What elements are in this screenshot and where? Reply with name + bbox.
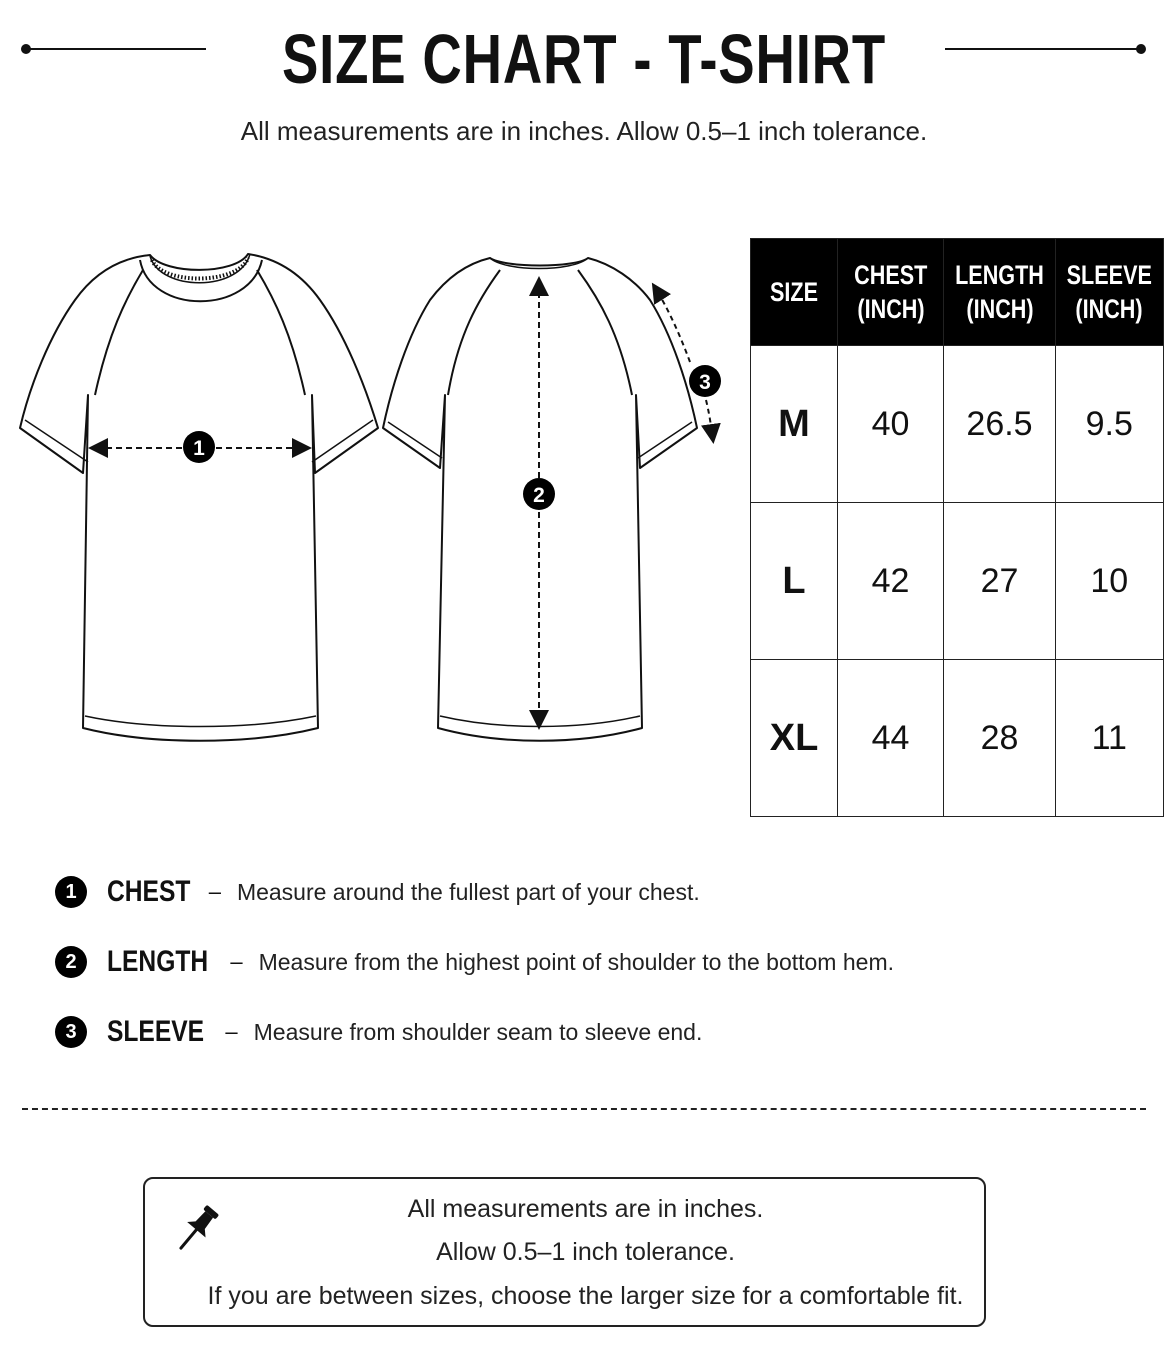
page-title: SIZE CHART - T-SHIRT — [281, 20, 887, 98]
legend-dash: – — [225, 1019, 238, 1044]
legend-number-badge: 3 — [55, 1016, 87, 1048]
header-size: SIZE — [751, 239, 838, 346]
legend-dash: – — [230, 949, 243, 974]
table-row — [751, 346, 1164, 503]
tshirt-front-illustration — [20, 254, 378, 741]
legend-term: SLEEVE — [107, 1015, 205, 1048]
chest-cell: 42 — [838, 503, 944, 660]
size-cell: M — [751, 346, 838, 503]
tshirt-diagram — [0, 230, 740, 750]
sleeve-cell: 11 — [1056, 660, 1164, 817]
length-cell: 26.5 — [944, 346, 1056, 503]
legend-number-badge: 1 — [55, 876, 87, 908]
header-rule-right-dot — [1136, 44, 1146, 54]
size-table — [750, 238, 1164, 817]
sleeve-cell: 10 — [1056, 503, 1164, 660]
legend-term: CHEST — [107, 875, 191, 908]
chest-cell: 44 — [838, 660, 944, 817]
table-header-row — [751, 239, 1164, 346]
svg-text:3: 3 — [699, 371, 711, 394]
header-length: LENGTH (INCH) — [944, 239, 1056, 346]
note-line-2: Allow 0.5–1 inch tolerance. — [436, 1238, 735, 1266]
table-row — [751, 503, 1164, 660]
table-row — [751, 660, 1164, 817]
header-sleeve: SLEEVE (INCH) — [1056, 239, 1164, 346]
size-cell: XL — [751, 660, 838, 817]
legend-term: LENGTH — [107, 945, 209, 978]
svg-text:1: 1 — [193, 437, 205, 460]
legend-description: Measure from the highest point of shoulder to the bottom hem. — [258, 948, 894, 975]
legend-item-length — [55, 942, 894, 982]
legend-item-sleeve — [55, 1012, 702, 1052]
legend-number-badge: 2 — [55, 946, 87, 978]
sleeve-cell: 9.5 — [1056, 346, 1164, 503]
chest-cell: 40 — [838, 346, 944, 503]
size-cell: L — [751, 503, 838, 660]
legend-description: Measure from shoulder seam to sleeve end. — [253, 1018, 703, 1045]
legend-item-chest — [55, 872, 700, 912]
svg-text:2: 2 — [533, 484, 545, 507]
legend-dash: – — [208, 879, 221, 904]
length-cell: 28 — [944, 660, 1056, 817]
length-cell: 27 — [944, 503, 1056, 660]
page-subtitle: All measurements are in inches. Allow 0.5–1 inch tolerance. — [240, 116, 928, 146]
measure-marker-1 — [183, 431, 215, 463]
note-line-3: If you are between sizes, choose the larger size for a comfortable fit. — [207, 1282, 964, 1310]
measure-marker-2 — [523, 478, 555, 510]
dashed-divider — [22, 1108, 1146, 1110]
measure-marker-3 — [689, 365, 721, 397]
header-chest: CHEST (INCH) — [838, 239, 944, 346]
legend-description: Measure around the fullest part of your chest. — [236, 878, 700, 905]
note-line-1: All measurements are in inches. — [407, 1195, 764, 1223]
